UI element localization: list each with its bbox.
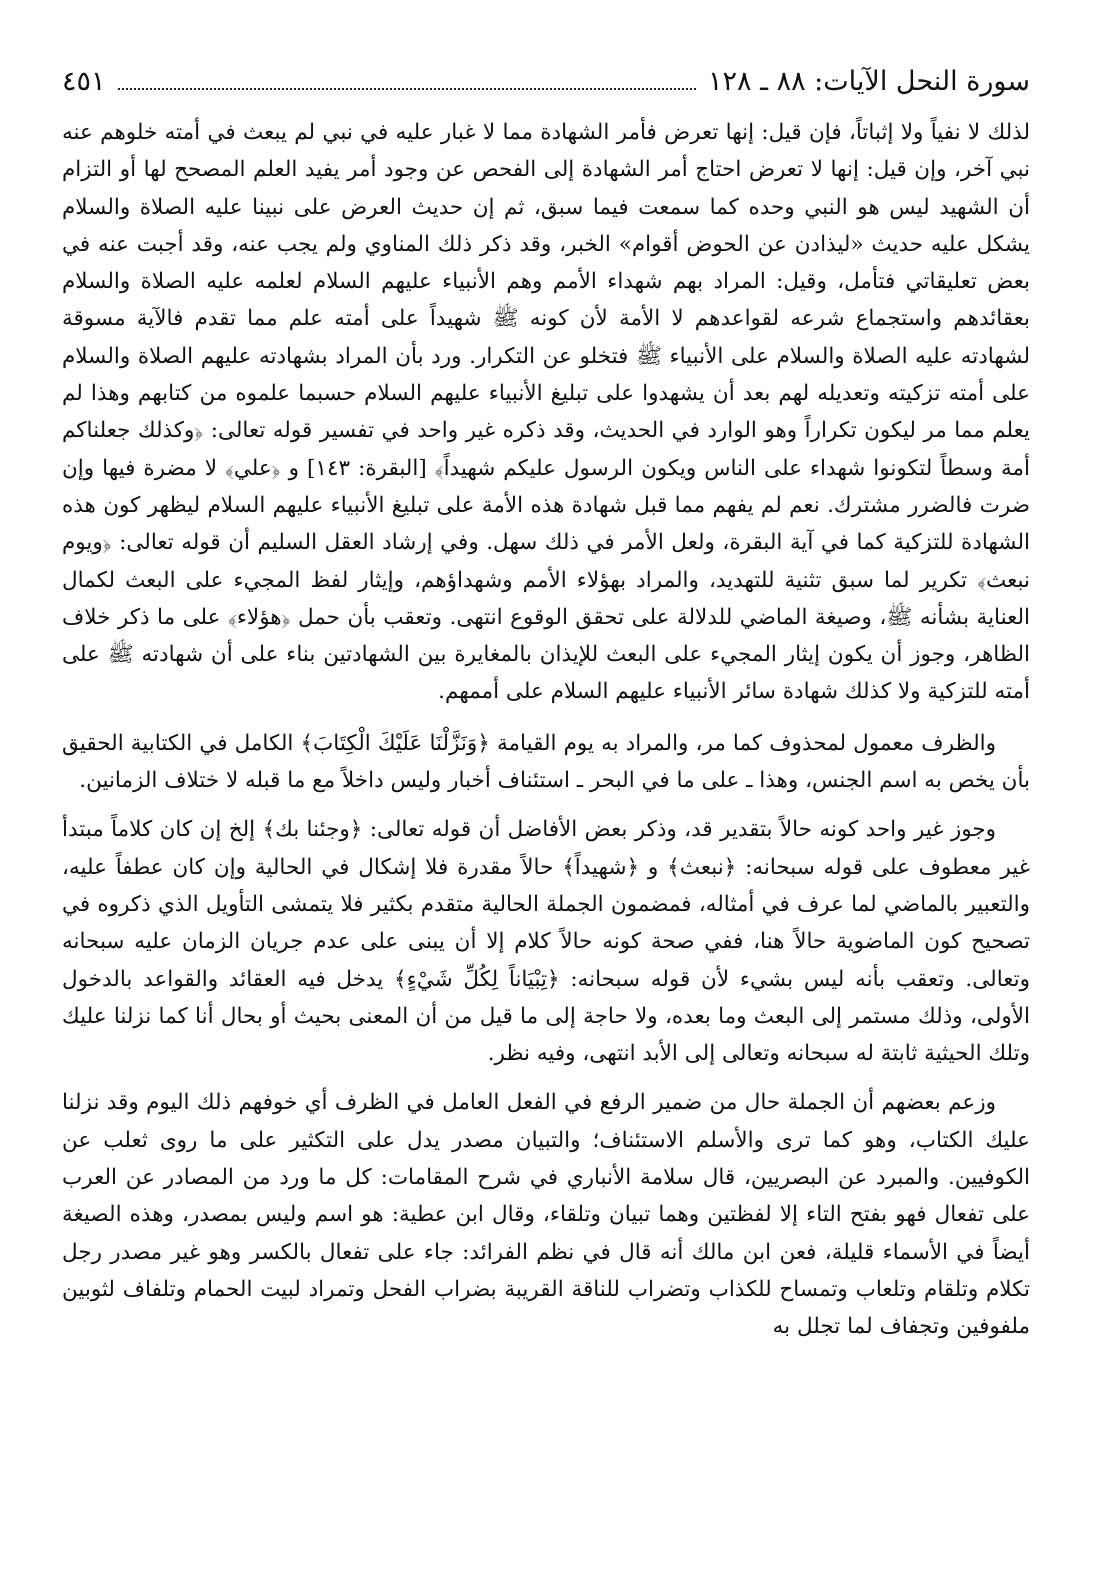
body-text [62,114,1030,1346]
document-page [62,60,1030,1560]
running-header [62,60,1030,104]
header-leader-dots [118,60,696,90]
paragraph: لذلك لا نفياً ولا إثباتاً، فإن قيل: إنها تعرض فأمر الشهادة مما لا غبار عليه في نبي لم يبعث في أمته خلوهم عنه نبي آخر، وإن قيل: إنها لا تعرض احتاج أمر الشهادة إلى الفحص عن وجود أمر يفيد العلم المصحح لها أو التزام أن الشهيد ليس هو النبي وحده كما سمعت فيما سبق، ثم إن حديث العرض على نبينا عليه الصلاة والسلام يشكل عليه حديث «ليذادن عن الحوض أقوام» الخبر، وقد ذكر ذلك المناوي ولم يجب عنه، وقد أجبت عنه في بعض تعليقاتي فتأمل، وقيل: المراد بهم شهداء الأمم وهم الأنبياء عليهم السلام لعلمه عليه الصلاة والسلام بعقائدهم واستجماع شرعه لقواعدهم لا الأمة لأن كونه ﷺ شهيداً على أمته علم مما تقدم فالآية مسوقة لشهادته عليه الصلاة والسلام على الأنبياء ﷺ فتخلو عن التكرار. ورد بأن المراد بشهادته عليهم الصلاة والسلام على أمته تزكيته وتعديله لهم بعد أن يشهدوا على تبليغ الأنبياء عليهم السلام حسبما علموه من كتابهم وهذا لم يعلم مما مر ليكون تكراراً وهو الوارد في الحديث، وقد ذكره غير واحد في تفسير قوله تعالى: ﴿وكذلك جعلناكم أمة وسطاً لتكونوا شهداء على الناس ويكون الرسول عليكم شهيداً﴾ [البقرة: ١٤٣] و ﴿علي﴾ لا مضرة فيها وإن ضرت فالضرر مشترك. نعم لم يفهم مما قبل شهادة هذه الأمة على تبليغ الأنبياء عليهم السلام ليظهر كون هذه الشهادة للتزكية كما في آية البقرة، ولعل الأمر في ذلك سهل. وفي إرشاد العقل السليم أن قوله تعالى: ﴿ويوم نبعث﴾ تكرير لما سبق تثنية للتهديد، والمراد بهؤلاء الأمم وشهداؤهم، وإيثار لفظ المجيء على البعث لكمال العناية بشأنه ﷺ، وصيغة الماضي للدلالة على تحقق الوقوع انتهى. وتعقب بأن حمل ﴿هؤلاء﴾ على ما ذكر خلاف الظاهر، وجوز أن يكون إيثار المجيء على البعث للإيذان بالمغايرة بين الشهادتين بناء على أن شهادته ﷺ على أمته للتزكية ولا كذلك شهادة سائر الأنبياء عليهم السلام على أممهم. [62,120,1030,705]
page-number: ٤٥١ [62,66,106,97]
paragraph: وزعم بعضهم أن الجملة حال من ضمير الرفع في الفعل العامل في الظرف أي خوفهم ذلك اليوم وقد نزلنا عليك الكتاب، وهو كما ترى والأسلم الاستئناف؛ والتبيان مصدر يدل على التكثير على ما روى ثعلب عن الكوفيين. والمبرد عن البصريين، قال سلامة الأنباري في شرح المقامات: كل ما ورد من المصادر عن العرب على تفعال فهو بفتح التاء إلا لفظتين وهما تبيان وتلقاء، وقال ابن عطية: هو اسم وليس بمصدر، وهذه الصيغة أيضاً في الأسماء قليلة، فعن ابن مالك أنه قال في نظم الفرائد: جاء على تفعال بالكسر وهو غير مصدر رجل تكلام وتلقام وتلعاب وتمساح للكذاب وتضراب للناقة القريبة بضراب الفحل وتمراد لبيت الحمام وتلفاف لثوبين ملفوفين وتجفاف لما تجلل به [62,1090,1030,1340]
surah-title: سورة النحل الآيات: ٨٨ ـ ١٢٨ [707,66,1030,97]
paragraph: والظرف معمول لمحذوف كما مر، والمراد به يوم القيامة ﴿وَنَزَّلْنَا عَلَيْكَ الْكِتَابَ﴾ الكامل في الكتابية الحقيق بأن يخص به اسم الجنس، وهذا ـ على ما في البحر ـ استئناف أخبار وليس داخلاً مع ما قبله لا ختلاف الزمانين. [62,730,1030,794]
paragraph: وجوز غير واحد كونه حالاً بتقدير قد، وذكر بعض الأفاضل أن قوله تعالى: ﴿وجئنا بك﴾ إلخ إن كان كلاماً مبتدأ غير معطوف على قوله سبحانه: ﴿نبعث﴾ و ﴿شهيداً﴾ حالاً مقدرة فلا إشكال في الحالية وإن كان عطفاً عليه، والتعبير بالماضي لما عرف في أمثاله، فمضمون الجملة الحالية متقدم بكثير فلا يتمشى التأويل الذي ذكروه في تصحيح كون الماضوية حالاً هنا، ففي صحة كونه حالاً كلام إلا أن يبنى على عدم جريان الزمان عليه سبحانه وتعالى. وتعقب بأنه ليس بشيء لأن قوله سبحانه: ﴿تِبْيَاناً لِكُلِّ شَيْءٍ﴾ يدخل فيه العقائد والقواعد بالدخول الأولى، وذلك مستمر إلى البعث وما بعده، ولا حاجة إلى ما قيل من أن المعنى بحيث أو بحال أنا كما نزلنا عليك وتلك الحيثية ثابتة له سبحانه وتعالى إلى الأبد انتهى، وفيه نظر. [62,817,1030,1067]
